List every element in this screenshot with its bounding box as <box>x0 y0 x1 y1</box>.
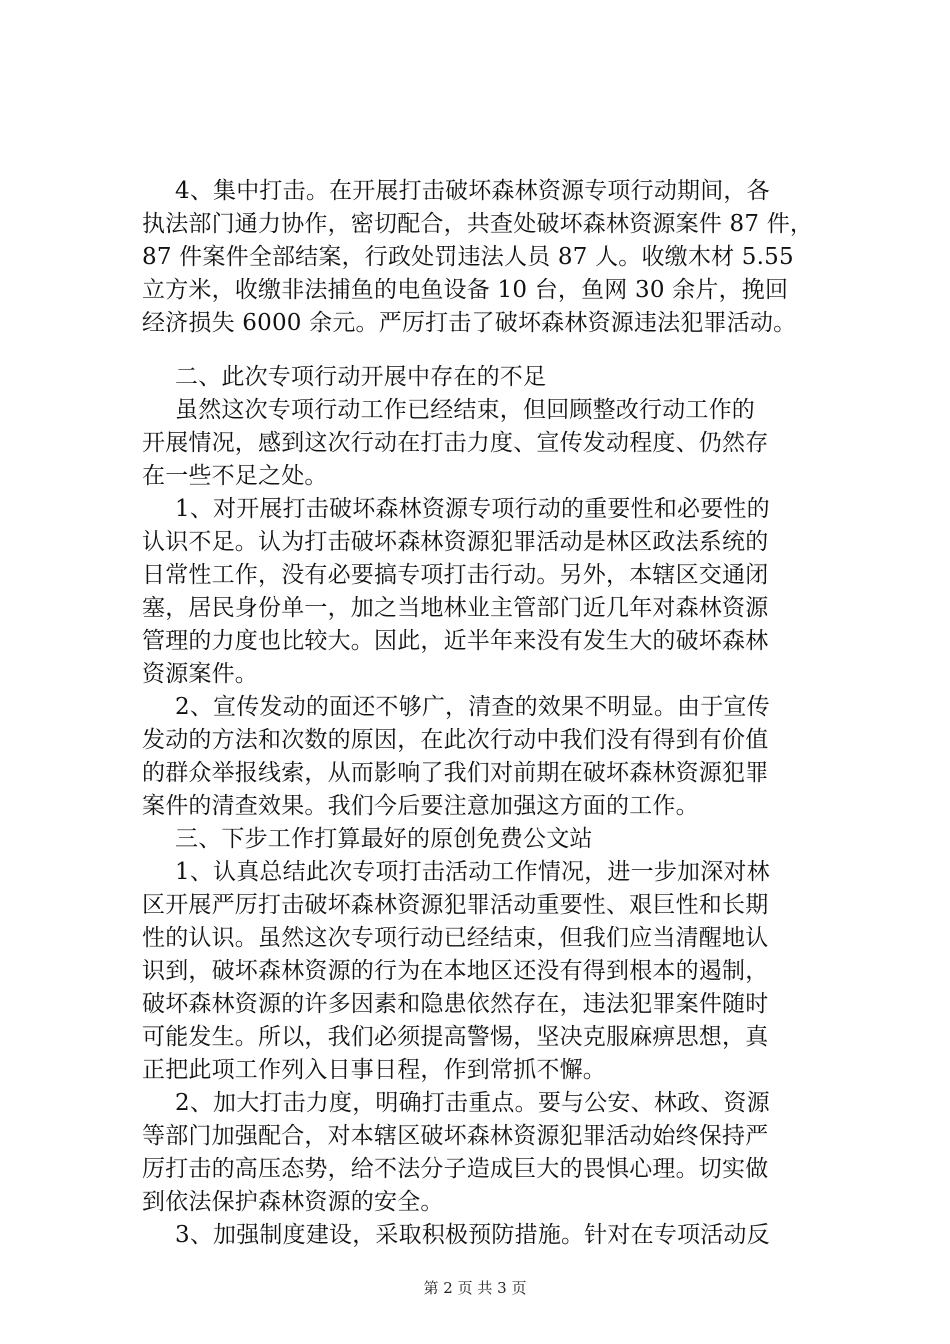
text-line: 等部门加强配合，对本辖区破坏森林资源犯罪活动始终保持严 <box>142 1123 769 1149</box>
text-line: 资源案件。 <box>142 661 258 687</box>
text-line: 发动的方法和次数的原因，在此次行动中我们没有得到有价值 <box>142 727 769 753</box>
text-line: 管理的力度也比较大。因此，近半年来没有发生大的破坏森林 <box>142 628 769 654</box>
text-line: 可能发生。所以，我们必须提高警惕，坚决克服麻痹思想，真 <box>142 1024 769 1050</box>
text-line: 塞，居民身份单一，加之当地林业主管部门近几年对森林资源 <box>142 595 769 621</box>
text-line: 2、加大打击力度，明确打击重点。要与公安、林政、资源 <box>175 1090 770 1116</box>
text-line: 的群众举报线索，从而影响了我们对前期在破坏森林资源犯罪 <box>142 760 769 786</box>
text-line: 厉打击的高压态势，给不法分子造成巨大的畏惧心理。切实做 <box>142 1156 769 1182</box>
text-line: 3、加强制度建设，采取积极预防措施。针对在专项活动反 <box>175 1222 770 1248</box>
text-line: 破坏森林资源的许多因素和隐患依然存在，违法犯罪案件随时 <box>142 991 769 1017</box>
text-line: 立方米，收缴非法捕鱼的电鱼设备 10 台，鱼网 30 余片，挽回 <box>142 277 789 303</box>
section-heading: 二、此次专项行动开展中存在的不足 <box>175 364 547 390</box>
text-line: 87 件案件全部结案，行政处罚违法人员 87 人。收缴木材 5.55 <box>142 244 794 270</box>
text-line: 4、集中打击。在开展打击破坏森林资源专项行动期间，各 <box>175 178 770 204</box>
text-line: 区开展严厉打击破坏森林资源犯罪活动重要性、艰巨性和长期 <box>142 892 769 918</box>
text-line: 1、对开展打击破坏森林资源专项行动的重要性和必要性的 <box>175 496 770 522</box>
section-heading: 三、下步工作打算最好的原创免费公文站 <box>175 826 593 852</box>
text-line: 2、宣传发动的面还不够广，清查的效果不明显。由于宣传 <box>175 694 770 720</box>
text-line: 认识不足。认为打击破坏森林资源犯罪活动是林区政法系统的 <box>142 529 769 555</box>
text-line: 到依法保护森林资源的安全。 <box>142 1189 444 1215</box>
text-line: 在一些不足之处。 <box>142 463 328 489</box>
text-line: 案件的清查效果。我们今后要注意加强这方面的工作。 <box>142 793 699 819</box>
text-line: 虽然这次专项行动工作已经结束，但回顾整改行动工作的 <box>175 397 755 423</box>
text-line: 执法部门通力协作，密切配合，共查处破坏森林资源案件 87 件， <box>142 211 814 237</box>
text-line: 经济损失 6000 余元。严厉打击了破坏森林资源违法犯罪活动。 <box>142 310 797 336</box>
page-footer: 第 2 页 共 3 页 <box>423 1279 527 1297</box>
text-line: 1、认真总结此次专项打击活动工作情况，进一步加深对林 <box>175 859 770 885</box>
text-line: 日常性工作，没有必要搞专项打击行动。另外，本辖区交通闭 <box>142 562 769 588</box>
text-line: 正把此项工作列入日事日程，作到常抓不懈。 <box>142 1057 606 1083</box>
text-line: 开展情况，感到这次行动在打击力度、宣传发动程度、仍然存 <box>142 430 769 456</box>
text-line: 识到，破坏森林资源的行为在本地区还没有得到根本的遏制， <box>142 958 769 984</box>
text-line: 性的认识。虽然这次专项行动已经结束，但我们应当清醒地认 <box>142 925 769 951</box>
